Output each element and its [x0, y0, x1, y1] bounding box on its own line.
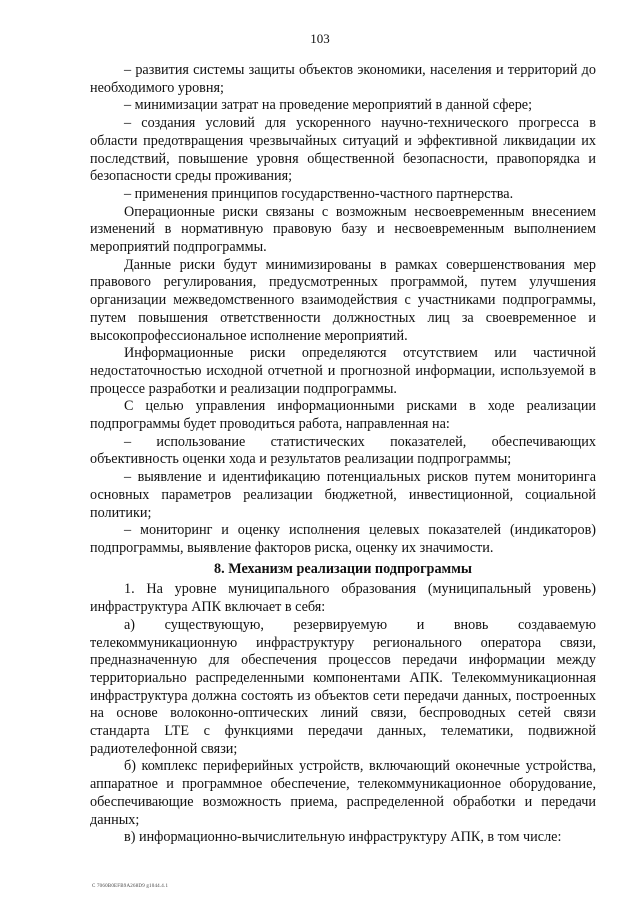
paragraph: – развития системы защиты объектов экономики, населения и территорий до необходимого уровня;	[90, 62, 596, 96]
paragraph: – создания условий для ускоренного научно-технического прогресса в области предотвращения чрезвычайных ситуаций и эффективной ликвидации их последствий, повышение уровня общественной безопасности, правопорядка и безопасности среды проживания;	[90, 115, 596, 185]
paragraph: а) существующую, резервируемую и вновь создаваемую телекоммуникационную инфраструктуру регионального оператора связи, предназначенную для обеспечения процессов передачи информации между территориально распределенными компонентами АПК. Телекоммуникационная инфраструктура должна состоять из объектов сети передачи данных, построенных на основе волоконно-оптических линий связи, беспроводных сетей связи стандарта LTE с функциями передачи данных, телематики, подвижной радиотелефонной связи;	[90, 616, 596, 757]
paragraph: – мониторинг и оценку исполнения целевых показателей (индикаторов) подпрограммы, выявление факторов риска, оценку их значимости.	[90, 522, 596, 556]
paragraph: Операционные риски связаны с возможным несвоевременным внесением изменений в нормативную правовую базу и несвоевременным выполнением мероприятий подпрограммы.	[90, 203, 596, 256]
section-heading: 8. Механизм реализации подпрограммы	[214, 560, 472, 577]
paragraph: Информационные риски определяются отсутствием или частичной недостаточностью исходной отчетной и прогнозной информации, используемой в процессе разработки и реализации подпрограммы.	[90, 345, 596, 397]
paragraph: С целью управления информационными рисками в ходе реализации подпрограммы будет проводиться работа, направленная на:	[90, 398, 596, 433]
paragraph: в) информационно-вычислительную инфраструктуру АПК, в том числе:	[124, 829, 562, 846]
paragraph: – выявление и идентификацию потенциальных рисков путем мониторинга основных параметров реализации бюджетной, инвестиционной, социальной политики;	[90, 469, 596, 521]
page-number: 103	[310, 31, 330, 46]
document-body	[90, 62, 596, 847]
paragraph: 1. На уровне муниципального образования (муниципальный уровень) инфраструктура АПК включает в себя:	[90, 581, 596, 616]
paragraph: – использование статистических показателей, обеспечивающих объективность оценки хода и результатов реализации подпрограммы;	[90, 433, 596, 468]
document-footer-code: С 7060B0EFB9A268D9 g1044.4.1	[92, 884, 169, 889]
paragraph: – применения принципов государственно-частного партнерства.	[124, 185, 514, 202]
paragraph: Данные риски будут минимизированы в рамках совершенствования мер правового регулирования, предусмотренных программой, путем улучшения организации межведомственного взаимодействия с участниками подпрограммы, путем повышения ответственности должностных лиц за своевременное и высокопрофессиональное исполнение мероприятий.	[90, 256, 596, 344]
paragraph: б) комплекс периферийных устройств, включающий оконечные устройства, аппаратное и программное обеспечение, телекоммуникационное оборудование, обеспечивающие возможность приема, распределенной обработки и передачи данных;	[90, 758, 596, 828]
paragraph: – минимизации затрат на проведение мероприятий в данной сфере;	[124, 97, 533, 114]
